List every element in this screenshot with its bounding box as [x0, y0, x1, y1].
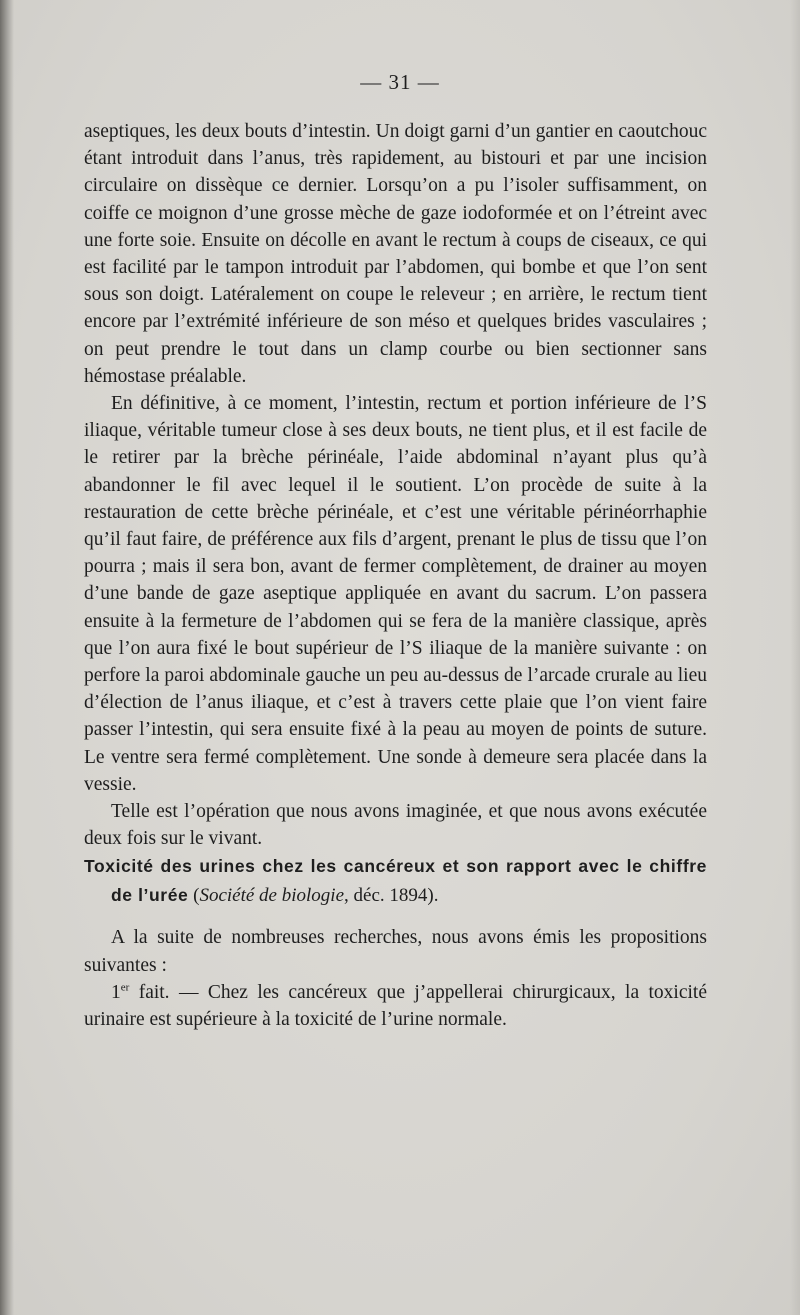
first-fact [84, 979, 707, 1033]
fact-number: 1 [111, 981, 121, 1003]
paragraph-conclusion: Telle est l’opération que nous avons imaginée, et que nous avons exécutée deux fois sur le vivant. [84, 801, 707, 850]
section-source-open: ( [188, 885, 200, 907]
section-intro: A la suite de nombreuses recherches, nous avons émis les propositions suivantes : [84, 927, 707, 976]
paragraph-operation-continued: aseptiques, les deux bouts d’intestin. Un doigt garni d’un gantier en caoutchouc étant introduit dans l’anus, très rapidement, au bistouri et par une incision circulaire on dissèque ce dernier. Lorsqu’on a pu l’isoler suffisamment, on coiffe ce moignon d’une grosse mèche de gaze iodoformée et on l’étreint avec une forte soie. Ensuite on décolle en avant le rectum à coups de ciseaux, ce qui est facilité par le tampon introduit par l’abdomen, qui bombe et que l’on sent sous son doigt. Latéralement on coupe le releveur ; en arrière, le rectum tient encore par l’extrémité inférieure de son méso et quelques brides vasculaires ; on peut prendre le tout dans un clamp courbe ou bien sectionner sans hémostase préalable. [84, 121, 707, 387]
fact-ordinal: er [120, 981, 130, 994]
section-heading [84, 852, 707, 910]
page-number: — 31 — [360, 70, 440, 94]
page-gutter-shadow [0, 0, 14, 1315]
page-body [84, 118, 707, 1033]
page-edge [790, 0, 800, 1315]
section-source-close: , déc. 1894). [344, 885, 439, 907]
fact-text: fait. — Chez les cancéreux que j’appellerai chirurgicaux, la toxicité urinaire est supérieure à la toxicité de l’urine normale. [84, 981, 707, 1031]
section-title: Toxicité des urines chez les cancéreux et son rapport avec le chiffre de l’urée [84, 856, 707, 906]
paragraph-definitive: En définitive, à ce moment, l’intestin, rectum et portion inférieure de l’S iliaque, véritable tumeur close à ses deux bouts, ne tient plus, et il est facile de le retirer par la brèche périnéale, l’aide abdominal n’ayant plus qu’à abandonner le fil avec lequel il le soutient. L’on procède de suite à la restauration de cette brèche périnéale, et c’est une véritable périnéorrhaphie qu’il faut faire, de préférence aux fils d’argent, prenant le plus de tissu que l’on pourra ; mais il sera bon, avant de fermer complètement, de drainer au moyen d’une bande de gaze aseptique appliquée en avant du sacrum. L’on passera ensuite à la fermeture de l’abdomen qui se fera de la manière classique, après que l’on aura fixé le bout supérieur de l’S iliaque de la manière suivante : on perfore la paroi abdominale gauche un peu au-dessus de l’arcade crurale au lieu d’élection de l’anus iliaque, et c’est à travers cette plaie que l’on vient faire passer l’intestin, qui sera ensuite fixé à la peau au moyen de points de suture. Le ventre sera fermé complètement. Une sonde à demeure sera placée dans la vessie. [84, 393, 707, 795]
section-source-journal: Société de biologie [199, 885, 345, 907]
